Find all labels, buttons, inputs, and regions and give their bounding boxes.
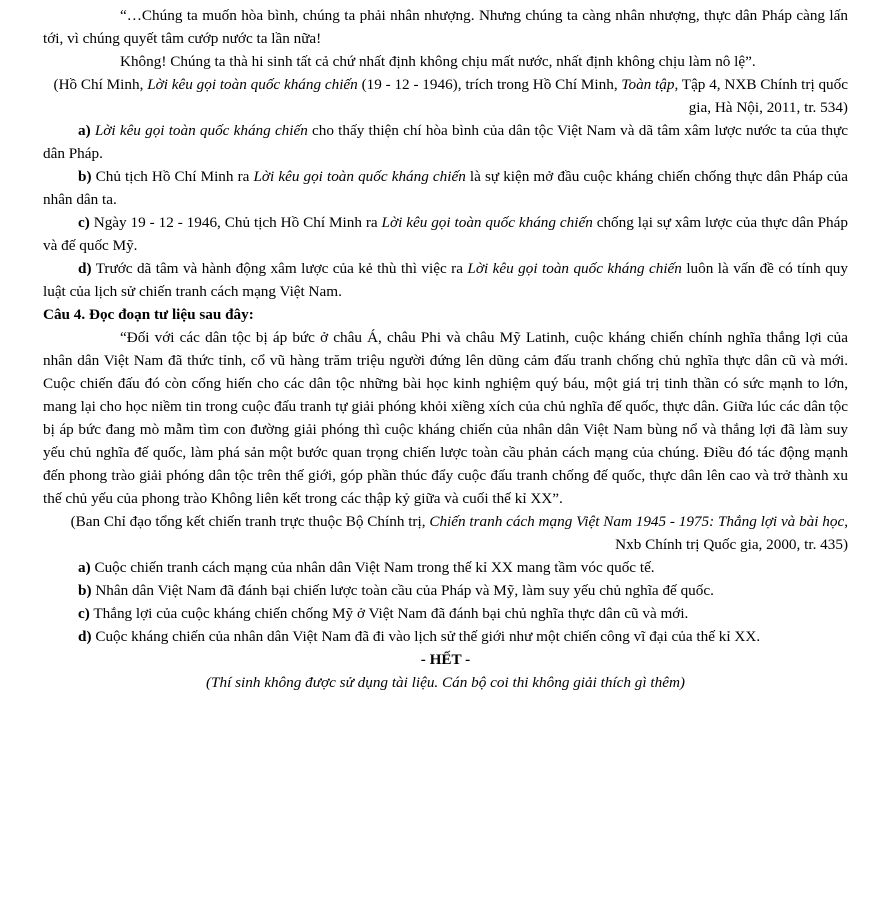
q4-c-text: Thắng lợi của cuộc kháng chiến chống Mỹ ở Việt Nam đã đánh bại chủ nghĩa thực dân cũ và mới. (89, 605, 689, 622)
q4-d-text: Cuộc kháng chiến của nhân dân Việt Nam đã đi vào lịch sử thế giới như một chiến công vĩ đại của thế kỉ XX. (91, 628, 761, 645)
q3-source-mid: (19 - 12 - 1946), trích trong Hồ Chí Minh, (357, 76, 622, 93)
q3-source-citation (43, 73, 848, 119)
q4-statement-b (43, 579, 848, 602)
exam-note: (Thí sinh không được sử dụng tài liệu. Cán bộ coi thi không giải thích gì thêm) (206, 674, 685, 691)
q3-d-label: d) (78, 260, 92, 277)
q3-source-title-2: Toàn tập (621, 76, 675, 93)
q4-b-text: Nhân dân Việt Nam đã đánh bại chiến lược toàn cầu của Pháp và Mỹ, làm suy yếu chủ nghĩa đế quốc. (91, 582, 714, 599)
q3-d-pre: Trước dã tâm và hành động xâm lược của kẻ thù thì việc ra (91, 260, 468, 277)
q3-c-pre: Ngày 19 - 12 - 1946, Chủ tịch Hồ Chí Minh ra (89, 214, 382, 231)
q3-quote-paragraph-2: Không! Chúng ta thà hi sinh tất cả chứ nhất định không chịu mất nước, nhất định không chịu làm nô lệ”. (120, 53, 756, 70)
q3-c-text: chống lại sự xâm lược của thực dân Pháp và đế quốc Mỹ. (43, 214, 848, 254)
q4-quote-paragraph: “Đối với các dân tộc bị áp bức ở châu Á, châu Phi và châu Mỹ Latinh, cuộc kháng chiến chính nghĩa thắng lợi của nhân dân Việt Nam đã thức tỉnh, cổ vũ hàng trăm triệu người đứng lên dũng cảm đấu tranh chống chủ nghĩa thực dân cũ và mới. Cuộc chiến đấu đó còn cống hiến cho các dân tộc những bài học kinh nghiệm quý báu, một giá trị tinh thần có sức mạnh to lớn, mang lại cho học niềm tin trong cuộc đấu tranh tự giải phóng khỏi xiềng xích của chủ nghĩa đế quốc, thực dân. Giữa lúc các dân tộc bị áp bức đang mò mẫm tìm con đường giải phóng thì cuộc kháng chiến của nhân dân Việt Nam bùng nổ và thắng lợi đã làm suy yếu chủ nghĩa đế quốc, làm phá sản một bước quan trọng chiến lược toàn cầu phản cách mạng của chúng. Điều đó tác động mạnh đến phong trào giải phóng dân tộc trên thế giới, góp phần thúc đẩy cuộc đấu tranh chống đế quốc, thực dân lên cao và trở thành xu thế chủ yếu của phong trào Không liên kết trong các thập kỷ giữa và cuối thế kỉ XX”. (43, 329, 848, 507)
q3-a-label: a) (78, 122, 91, 139)
q3-b-italic: Lời kêu gọi toàn quốc kháng chiến (253, 168, 466, 185)
q3-source-title-1: Lời kêu gọi toàn quốc kháng chiến (147, 76, 358, 93)
q4-b-label: b) (78, 582, 92, 599)
q4-source-pre: (Ban Chỉ đạo tổng kết chiến tranh trực thuộc Bộ Chính trị, (70, 513, 430, 530)
q4-source-citation (43, 510, 848, 556)
q3-source-pre: (Hồ Chí Minh, (53, 76, 148, 93)
q4-a-text: Cuộc chiến tranh cách mạng của nhân dân Việt Nam trong thế kỉ XX mang tầm vóc quốc tế. (90, 559, 655, 576)
q3-d-italic: Lời kêu gọi toàn quốc kháng chiến (467, 260, 682, 277)
q4-a-label: a) (78, 559, 91, 576)
q3-source-post: , Tập 4, NXB Chính trị quốc gia, Hà Nội, 2011, tr. 534) (674, 76, 848, 116)
q4-d-label: d) (78, 628, 92, 645)
q3-b-label: b) (78, 168, 92, 185)
end-marker: - HẾT - (420, 651, 471, 668)
q3-d-text: luôn là vấn đề có tính quy luật của lịch sử chiến tranh cách mạng Việt Nam. (43, 260, 848, 300)
q3-statement-c (43, 211, 848, 257)
q4-heading (43, 303, 848, 326)
q3-c-italic: Lời kêu gọi toàn quốc kháng chiến (381, 214, 593, 231)
q3-statement-d (43, 257, 848, 303)
q3-c-label: c) (78, 214, 90, 231)
q4-source-title: Chiến tranh cách mạng Việt Nam 1945 - 1975: Thắng lợi và bài học (429, 513, 845, 530)
q3-b-text: là sự kiện mở đầu cuộc kháng chiến chống thực dân Pháp của nhân dân ta. (43, 168, 848, 208)
q4-statement-a (43, 556, 848, 579)
q4-statement-c (43, 602, 848, 625)
q3-statement-b (43, 165, 848, 211)
q3-b-pre: Chủ tịch Hồ Chí Minh ra (91, 168, 254, 185)
q4-c-label: c) (78, 605, 90, 622)
q3-a-italic: Lời kêu gọi toàn quốc kháng chiến (94, 122, 308, 139)
q3-a-text: cho thấy thiện chí hòa bình của dân tộc Việt Nam và dã tâm xâm lược nước ta của thực dân Pháp. (43, 122, 849, 162)
q3-quote-paragraph-1: “…Chúng ta muốn hòa bình, chúng ta phải nhân nhượng. Nhưng chúng ta càng nhân nhượng, thực dân Pháp càng lấn tới, vì chúng quyết tâm cướp nước ta lần nữa! (43, 7, 848, 47)
q4-statement-d (43, 625, 848, 648)
q4-source-post: , Nxb Chính trị Quốc gia, 2000, tr. 435) (615, 513, 848, 553)
q3-statement-a (43, 119, 848, 165)
q4-heading-text: Câu 4. Đọc đoạn tư liệu sau đây: (43, 306, 254, 323)
